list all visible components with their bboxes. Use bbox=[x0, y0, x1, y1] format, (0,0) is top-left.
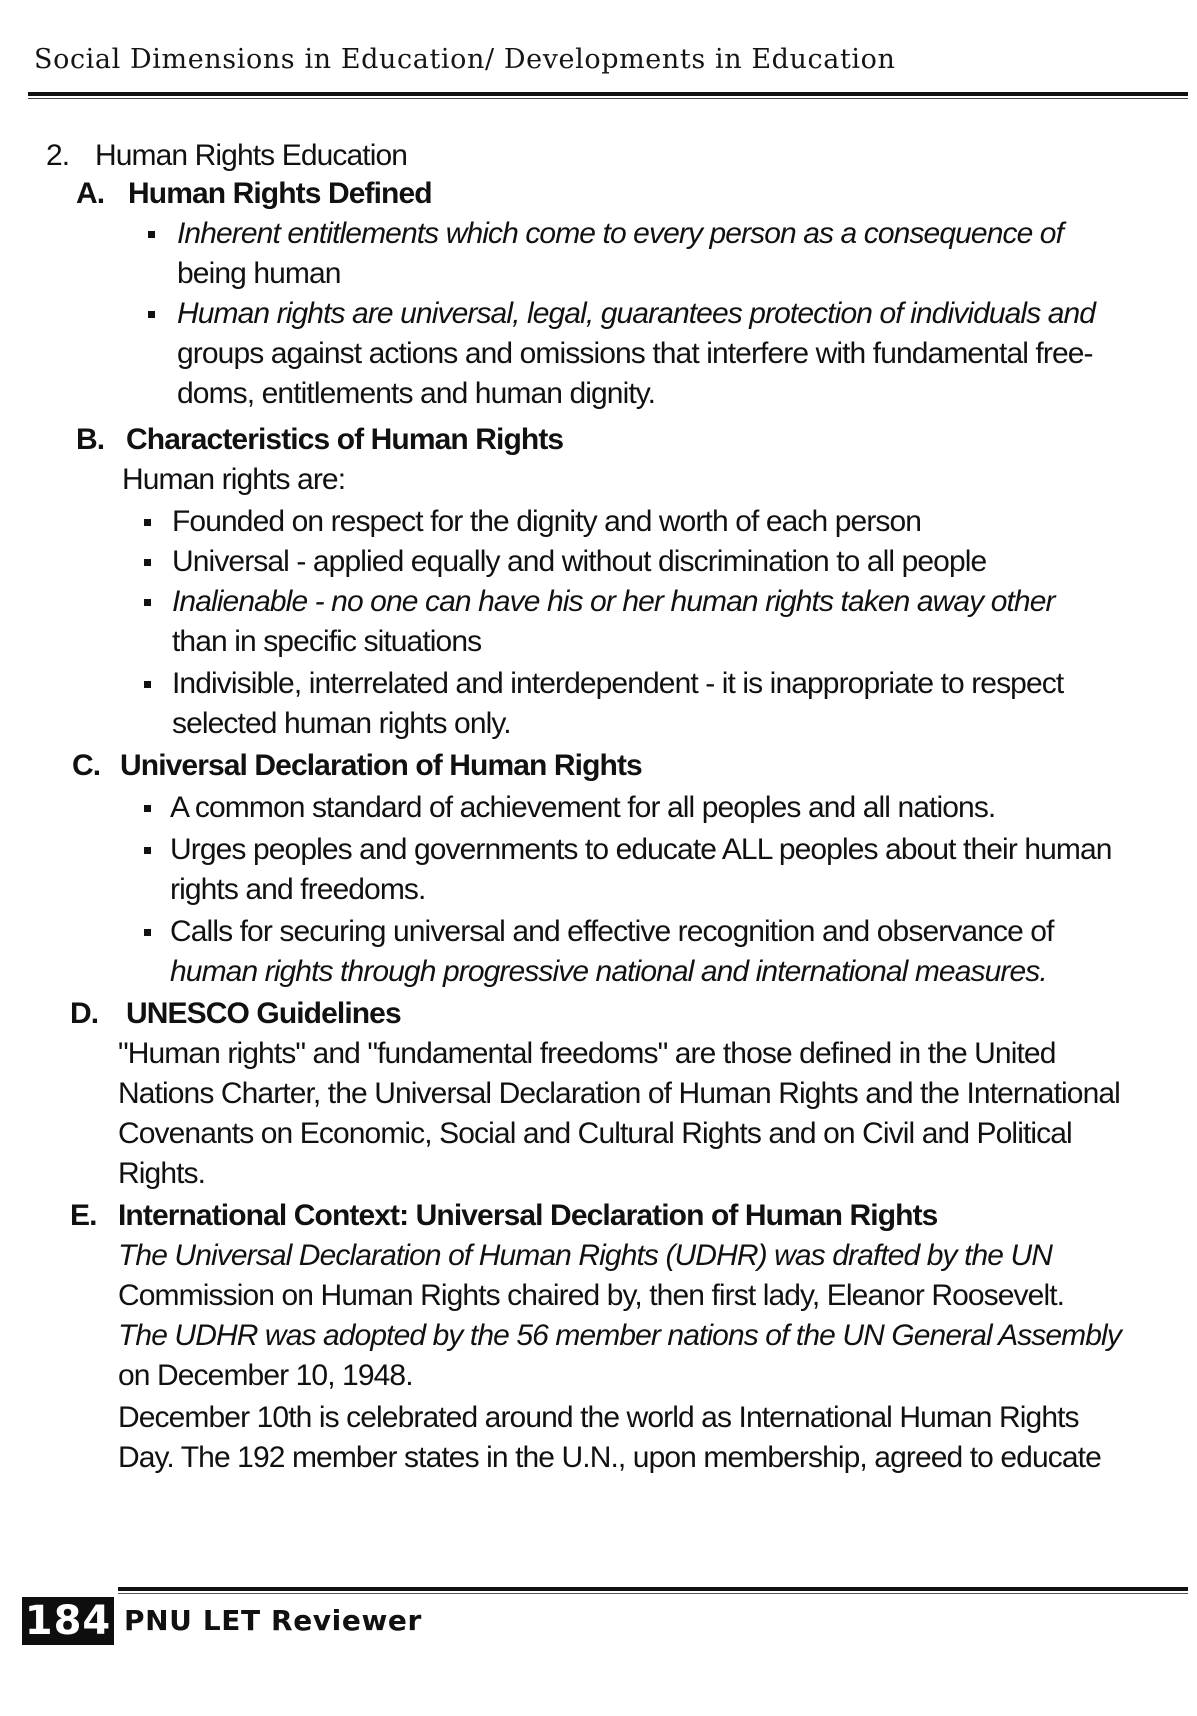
b-bullet-4-line-2: selected human rights only. bbox=[172, 707, 511, 740]
e-paragraph-1-line-2: Commission on Human Rights chaired by, then first lady, Eleanor Roosevelt. bbox=[118, 1279, 1065, 1312]
a-bullet-2-line-3: doms, entitlements and human dignity. bbox=[177, 377, 656, 410]
c-bullet-2-line-1: Urges peoples and governments to educate ALL peoples about their human bbox=[170, 833, 1112, 866]
a-bullet-2-line-2: groups against actions and omissions that interfere with fundamental free- bbox=[177, 337, 1093, 370]
a-bullet-1-line-2: being human bbox=[177, 257, 341, 290]
bullet-icon bbox=[144, 559, 151, 566]
bullet-icon bbox=[144, 929, 151, 936]
subsection-c-heading: Universal Declaration of Human Rights bbox=[120, 749, 642, 782]
e-paragraph-1-line-4: on December 10, 1948. bbox=[118, 1359, 413, 1392]
d-paragraph-line-3: Covenants on Economic, Social and Cultural Rights and on Civil and Political bbox=[118, 1117, 1072, 1150]
e-paragraph-2-line-1: December 10th is celebrated around the world as International Human Rights bbox=[118, 1401, 1079, 1434]
bullet-icon bbox=[144, 847, 151, 854]
subsection-a-heading: Human Rights Defined bbox=[128, 177, 432, 210]
e-paragraph-2-line-2: Day. The 192 member states in the U.N., upon membership, agreed to educate bbox=[118, 1441, 1101, 1474]
subsection-a-letter: A. bbox=[76, 177, 105, 210]
b-bullet-3-line-2: than in specific situations bbox=[172, 625, 482, 658]
b-bullet-3-line-1: Inalienable - no one can have his or her human rights taken away other bbox=[172, 585, 1055, 618]
b-bullet-1: Founded on respect for the dignity and worth of each person bbox=[172, 505, 922, 538]
bullet-icon bbox=[148, 311, 155, 318]
b-bullet-4-line-1: Indivisible, interrelated and interdependent - it is inappropriate to respect bbox=[172, 667, 1064, 700]
bullet-icon bbox=[144, 599, 151, 606]
subsection-b-letter: B. bbox=[76, 423, 105, 456]
d-paragraph-line-4: Rights. bbox=[118, 1157, 206, 1190]
header-rule bbox=[28, 92, 1188, 99]
c-bullet-3-line-2: human rights through progressive national and international measures. bbox=[170, 955, 1047, 988]
bullet-icon bbox=[144, 519, 151, 526]
b-bullet-2: Universal - applied equally and without discrimination to all people bbox=[172, 545, 987, 578]
bullet-icon bbox=[148, 231, 155, 238]
e-paragraph-1-line-1: The Universal Declaration of Human Rights (UDHR) was drafted by the UN bbox=[118, 1239, 1053, 1272]
subsection-e-heading: International Context: Universal Declaration of Human Rights bbox=[118, 1199, 938, 1232]
subsection-d-heading: UNESCO Guidelines bbox=[126, 997, 401, 1030]
subsection-d-letter: D. bbox=[70, 997, 99, 1030]
bullet-icon bbox=[144, 681, 151, 688]
page-number: 184 bbox=[22, 1597, 114, 1645]
e-paragraph-1-line-3: The UDHR was adopted by the 56 member nations of the UN General Assembly bbox=[118, 1319, 1121, 1352]
bullet-icon bbox=[144, 805, 151, 812]
d-paragraph-line-1: "Human rights" and "fundamental freedoms" are those defined in the United bbox=[118, 1037, 1056, 1070]
subsection-e-letter: E. bbox=[70, 1199, 97, 1232]
section-title: Human Rights Education bbox=[95, 139, 408, 172]
b-intro: Human rights are: bbox=[122, 463, 346, 496]
c-bullet-1: A common standard of achievement for all peoples and all nations. bbox=[170, 791, 996, 824]
c-bullet-3-line-1: Calls for securing universal and effective recognition and observance of bbox=[170, 915, 1054, 948]
footer-rule bbox=[118, 1587, 1188, 1594]
running-header: Social Dimensions in Education/ Developments in Education bbox=[34, 44, 896, 75]
footer-book-title: PNU LET Reviewer bbox=[124, 1604, 422, 1637]
a-bullet-1-line-1: Inherent entitlements which come to every person as a consequence of bbox=[177, 217, 1064, 250]
section-number: 2. bbox=[46, 139, 70, 172]
a-bullet-2-line-1: Human rights are universal, legal, guarantees protection of individuals and bbox=[177, 297, 1096, 330]
d-paragraph-line-2: Nations Charter, the Universal Declaration of Human Rights and the International bbox=[118, 1077, 1120, 1110]
subsection-c-letter: C. bbox=[72, 749, 101, 782]
c-bullet-2-line-2: rights and freedoms. bbox=[170, 873, 426, 906]
subsection-b-heading: Characteristics of Human Rights bbox=[126, 423, 564, 456]
